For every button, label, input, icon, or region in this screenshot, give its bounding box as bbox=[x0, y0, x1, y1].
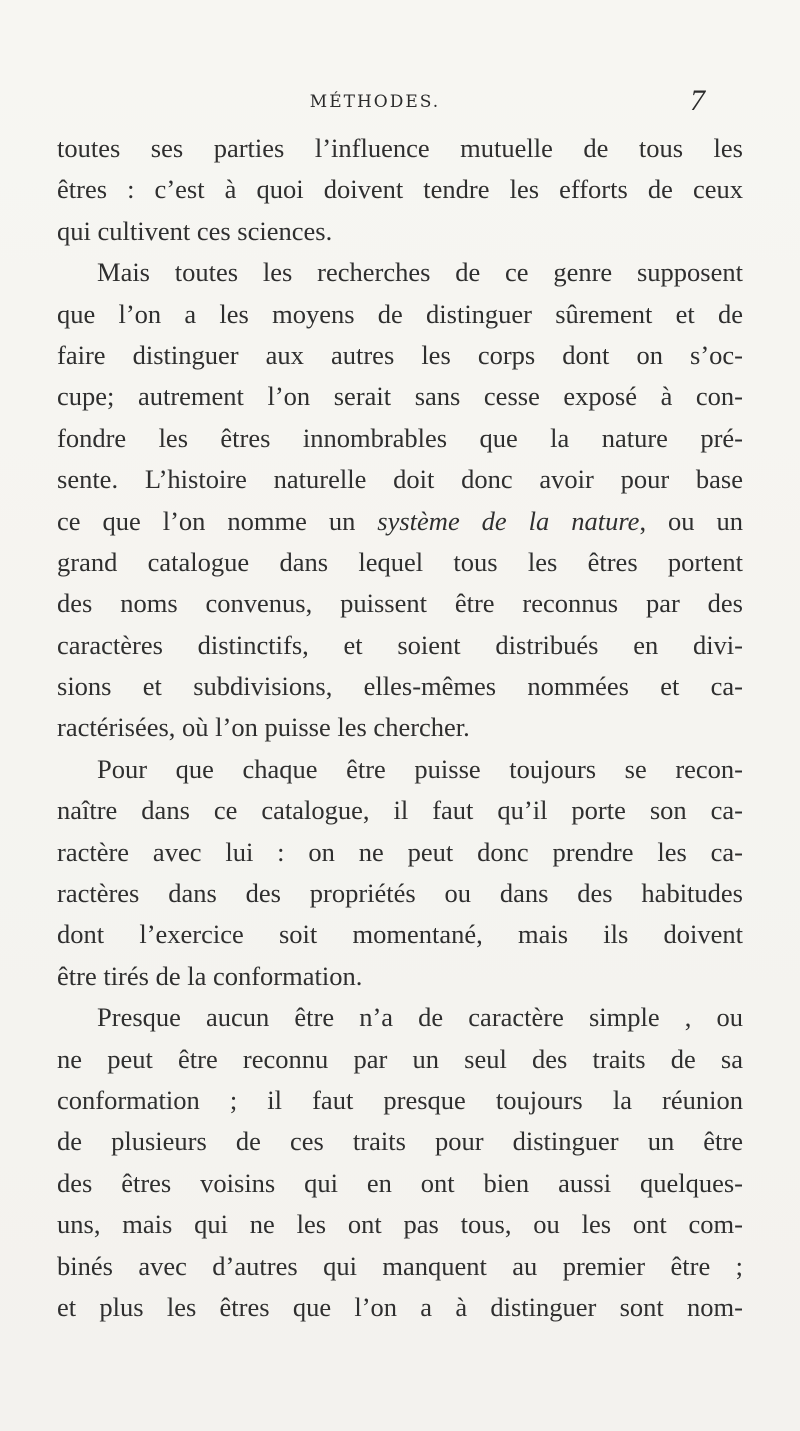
text-line: ractérisées, où l’on puisse les chercher. bbox=[57, 712, 470, 743]
text-line: dont l’exercice soit momentané, mais ils doivent bbox=[57, 919, 743, 950]
text-line: faire distinguer aux autres les corps dont on s’oc- bbox=[57, 339, 743, 370]
text-line: grand catalogue dans lequel tous les êtres portent bbox=[57, 546, 743, 577]
text-line: qui cultivent ces sciences. bbox=[57, 215, 333, 246]
text-line: Pour que chaque être puisse toujours se recon- bbox=[97, 753, 743, 784]
text-line: caractères distinctifs, et soient distribués en divi- bbox=[57, 629, 743, 660]
body-text bbox=[57, 128, 743, 1328]
text-line: conformation ; il faut presque toujours la réunion bbox=[57, 1084, 743, 1115]
text-line: binés avec d’autres qui manquent au premier être ; bbox=[57, 1250, 743, 1281]
running-title: MÉTHODES. bbox=[309, 92, 441, 112]
italic-term: système de la nature bbox=[377, 505, 640, 536]
text-line: uns, mais qui ne les ont pas tous, ou les ont com- bbox=[57, 1209, 743, 1240]
running-header bbox=[0, 84, 800, 124]
text-line: ce que l’on nomme un système de la nature, ou un bbox=[57, 505, 743, 536]
text-line: et plus les êtres que l’on a à distinguer sont nom- bbox=[57, 1291, 743, 1322]
text-line: Presque aucun être n’a de caractère simple , ou bbox=[97, 1002, 743, 1033]
text-line: sions et subdivisions, elles-mêmes nommées et ca- bbox=[57, 671, 743, 702]
text-line: naître dans ce catalogue, il faut qu’il porte son ca- bbox=[57, 795, 743, 826]
text-line: êtres : c’est à quoi doivent tendre les efforts de ceux bbox=[57, 174, 743, 205]
text-line: Mais toutes les recherches de ce genre supposent bbox=[97, 257, 743, 288]
text-line: que l’on a les moyens de distinguer sûrement et de bbox=[57, 298, 743, 329]
text-line: ne peut être reconnu par un seul des traits de sa bbox=[57, 1043, 743, 1074]
text-line: être tirés de la conformation. bbox=[57, 960, 363, 991]
text-line: ractères dans des propriétés ou dans des habitudes bbox=[57, 878, 743, 909]
text-line: toutes ses parties l’influence mutuelle de tous les bbox=[57, 133, 743, 163]
text-line: fondre les êtres innombrables que la nature pré- bbox=[57, 422, 743, 453]
text-line: de plusieurs de ces traits pour distinguer un être bbox=[57, 1126, 743, 1157]
text-line: des noms convenus, puissent être reconnus par des bbox=[57, 588, 743, 619]
text-line: des êtres voisins qui en ont bien aussi quelques- bbox=[57, 1167, 743, 1198]
text-line: cupe; autrement l’on serait sans cesse exposé à con- bbox=[57, 381, 743, 412]
text-line: ractère avec lui : on ne peut donc prendre les ca- bbox=[57, 836, 743, 867]
page-number: 7 bbox=[690, 84, 705, 117]
text-line: sente. L’histoire naturelle doit donc avoir pour base bbox=[57, 464, 743, 495]
